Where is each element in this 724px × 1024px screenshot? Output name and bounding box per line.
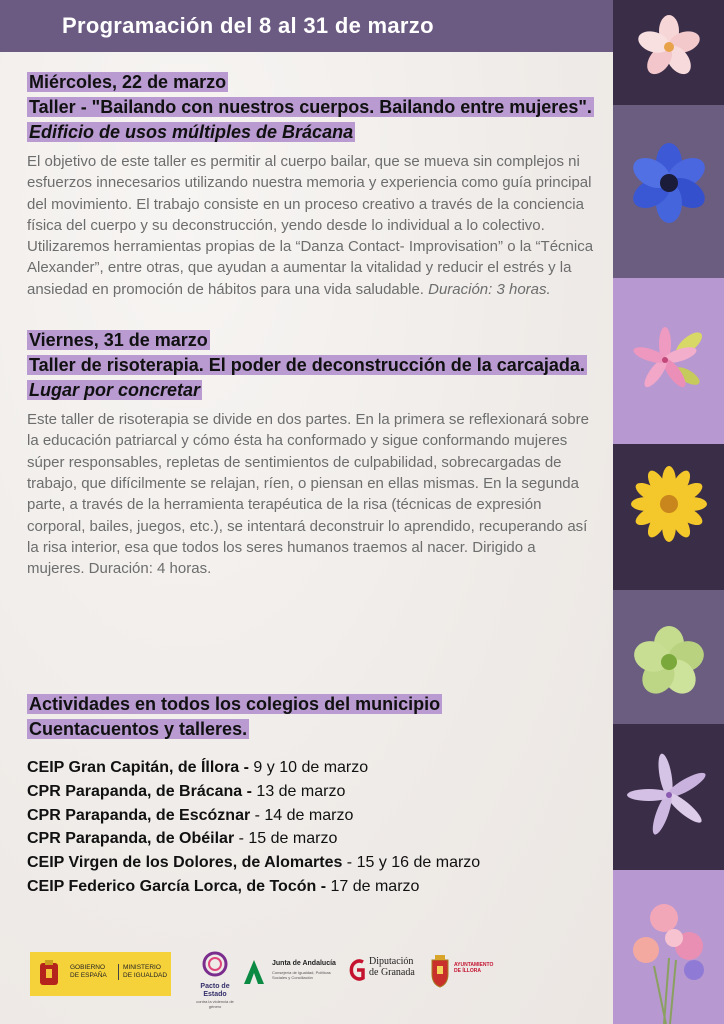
school-dates: 9 y 10 de marzo — [248, 759, 369, 776]
event-2-description: Este taller de risoterapia se divide en dos partes. En la primera se reflexionará sobre la educación patriarcal y cómo ésta ha conformado y sigue conformando mujeres súper responsables, repletas de sentimientos de culpabilidad, sobrecargadas de trabajo, que difícilmente se relajan, ríen, o piensan en ellas mismas. En la segunda parte, a través de la herramienta terapéutica de la risa (técnicas de expresión corporal, bailes, juegos, etc.), se intentará deconstruir lo aprendido, recuperando así la risa interior, esa que todos los seres humanos traemos al nacer. Dirigido a mujeres. Duración: 4 horas. — [27, 411, 589, 578]
list-item — [27, 851, 597, 875]
pink-lily-icon — [627, 318, 711, 402]
events-section — [27, 70, 597, 579]
school-name: CPR Parapanda, de Obéilar — [27, 830, 235, 848]
sponsor-logos — [30, 950, 510, 1009]
list-item — [27, 780, 597, 804]
sidebar-segment — [613, 590, 724, 724]
school-name: CPR Parapanda, de Brácana - — [27, 782, 252, 800]
school-name: CPR Parapanda, de Escóznar — [27, 806, 251, 824]
school-name: CEIP Virgen de los Dolores, de Alomartes — [27, 854, 343, 872]
list-item — [27, 827, 597, 851]
purple-lily-icon — [624, 750, 714, 840]
flower-bouquet-icon — [624, 898, 714, 1024]
event-2-date: Viernes, 31 de marzo — [29, 330, 208, 351]
sidebar-segment — [613, 278, 724, 444]
sidebar-segment — [613, 444, 724, 590]
diputacion-text: Diputación de Granada — [369, 956, 415, 978]
event-2-title: Taller de risoterapia. El poder de deconstrucción de la carcajada. — [29, 355, 585, 376]
list-item — [27, 756, 597, 780]
sidebar-segment — [613, 724, 724, 870]
list-item — [27, 875, 597, 899]
sidebar-segment — [613, 105, 724, 278]
diputacion-logo — [348, 954, 428, 994]
school-dates: - 15 y 16 de marzo — [342, 854, 481, 872]
green-hellebore-icon — [627, 620, 711, 704]
gobierno-logo — [30, 952, 171, 996]
pacto-subtext: contra la violencia de género — [196, 999, 234, 1009]
sidebar-segment — [613, 0, 724, 105]
school-dates: 13 de marzo — [251, 782, 346, 800]
diputacion-g-icon — [348, 956, 366, 984]
school-name: CEIP Federico García Lorca, de Tocón - — [27, 877, 327, 895]
event-1-description — [27, 151, 597, 300]
yellow-daisy-icon — [627, 462, 711, 546]
pacto-circle-icon — [201, 950, 229, 978]
ayuntamiento-shield-icon — [430, 954, 450, 988]
blue-anemone-icon — [627, 141, 711, 225]
junta-subtext: Consejería de Igualdad, Políticas Sociales y Conciliación — [272, 970, 331, 980]
junta-a-icon — [242, 958, 266, 986]
junta-text: Junta de Andalucía — [272, 960, 336, 967]
schools-subheading: Cuentacuentos y talleres. — [29, 719, 248, 739]
ayuntamiento-text: AYUNTAMIENTO DE ÍLLORA — [454, 962, 494, 974]
sidebar-segment — [613, 870, 724, 1024]
page-title: Programación del 8 al 31 de marzo — [62, 13, 434, 38]
coat-of-arms-icon — [36, 959, 62, 989]
event-1-date: Miércoles, 22 de marzo — [29, 72, 227, 92]
schools-heading: Actividades en todos los colegios del municipio — [29, 694, 441, 714]
pacto-logo — [190, 950, 240, 1009]
event-2-place: Lugar por concretar — [29, 380, 201, 401]
event-1-title: Taller - "Bailando con nuestros cuerpos. Bailando entre mujeres". — [29, 97, 592, 117]
gobierno-text: GOBIERNO DE ESPAÑA — [70, 964, 107, 979]
ministerio-text: MINISTERIO DE IGUALDAD — [118, 964, 167, 980]
school-dates: 17 de marzo — [326, 877, 420, 895]
flower-sidebar — [613, 0, 724, 1024]
page-header — [0, 0, 613, 52]
event-1-description-text: El objetivo de este taller es permitir al cuerpo bailar, que se mueva sin complejos ni esfuerzos innecesarios utilizando nuestra memoria y experiencia como guía principal del movimiento. El trabajo consiste en un proceso creativo a través de la conciencia física del cuerpo y su deconstrucción, yendo desde lo individual a lo colectivo. Utilizaremos herramientas propias de la “Danza Contact- Improvisation” o la “Técnica Alexander”, entre otras, que ayudan a aumentar la vitalidad y reducir el estrés y la ansiedad en promoción de hábitos para una vida saludable. — [27, 153, 594, 298]
pacto-text: Pacto de Estado — [200, 983, 230, 998]
school-dates: - 14 de marzo — [250, 806, 354, 824]
schools-section — [27, 692, 597, 742]
list-item — [27, 804, 597, 828]
pink-flower-icon — [634, 12, 704, 82]
school-name: CEIP Gran Capitán, de Íllora - — [27, 759, 249, 776]
event-1-place: Edificio de usos múltiples de Brácana — [29, 122, 354, 142]
schools-list — [27, 756, 597, 899]
event-1-duration: Duración: 3 horas. — [428, 280, 551, 298]
event-2 — [27, 328, 597, 579]
ayuntamiento-logo — [430, 954, 510, 994]
event-1 — [27, 70, 597, 300]
school-dates: - 15 de marzo — [234, 830, 338, 848]
junta-logo — [242, 956, 362, 996]
